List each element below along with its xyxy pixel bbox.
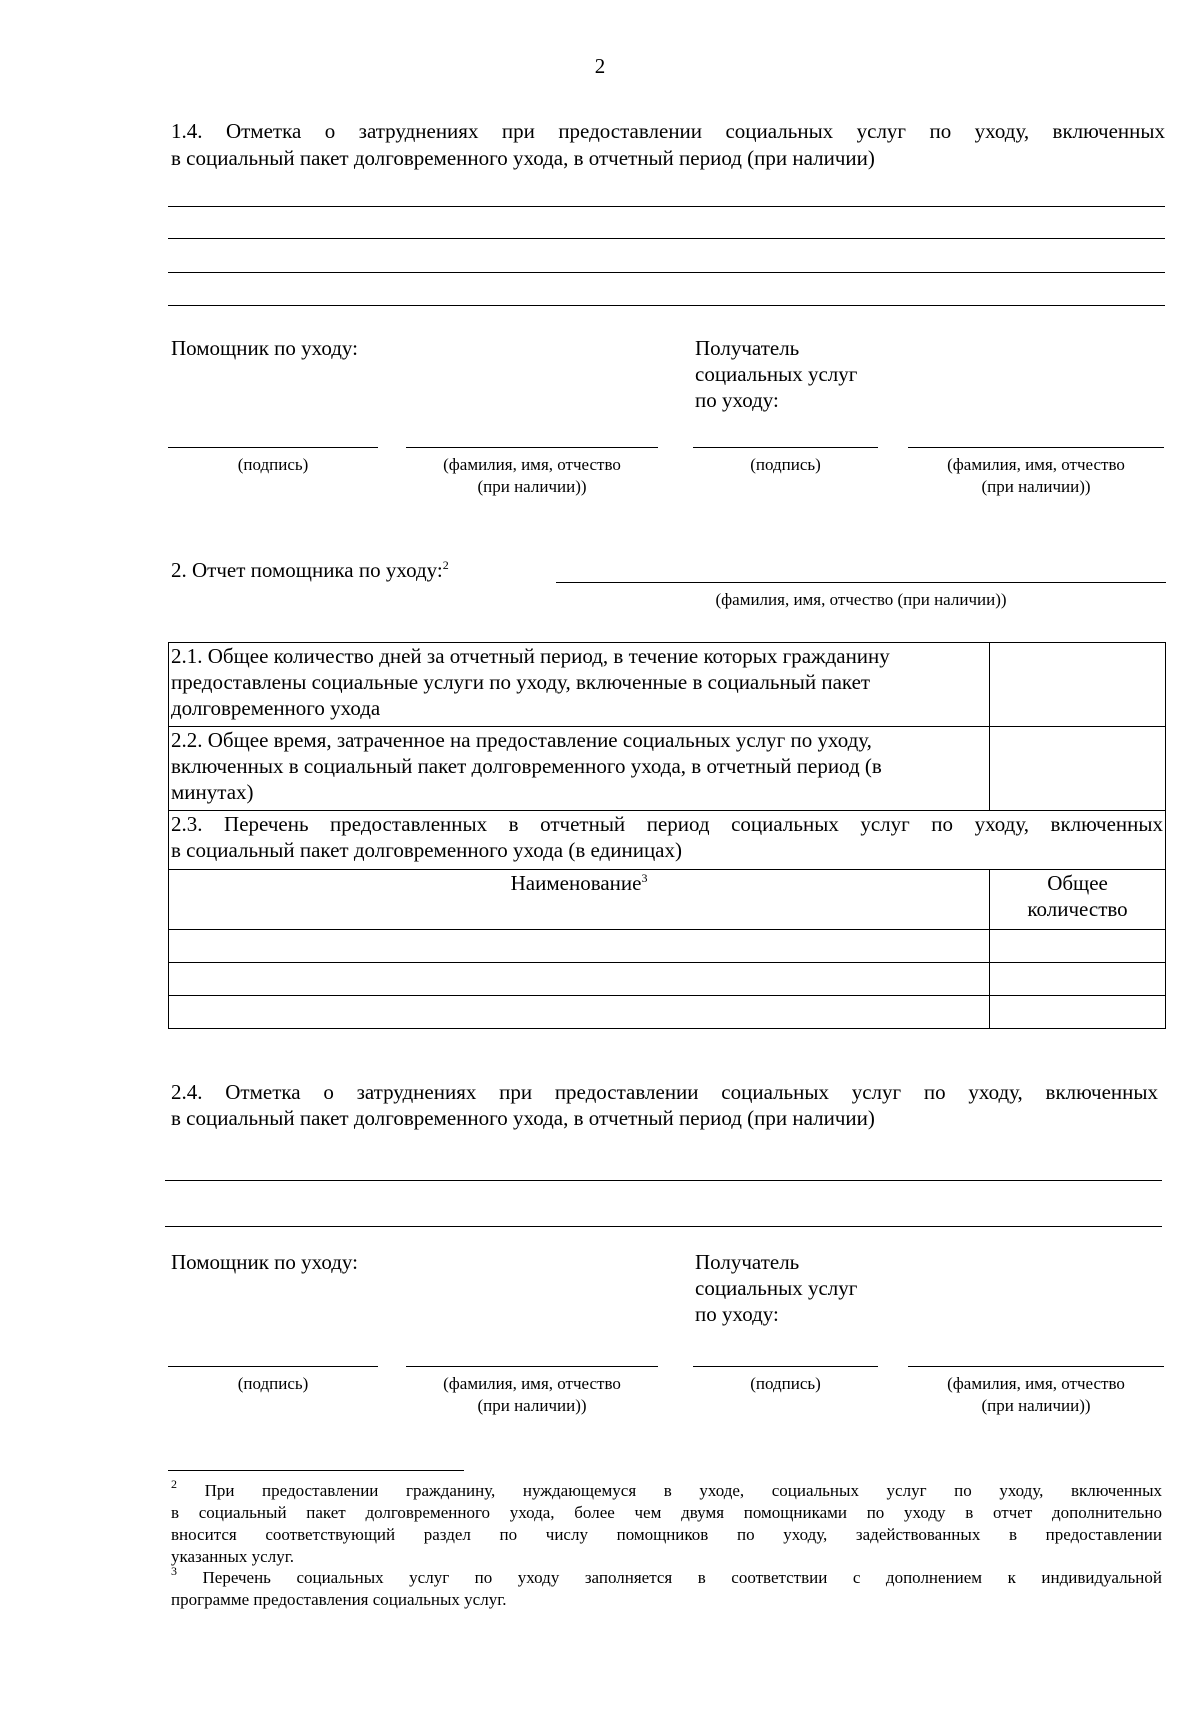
row-2-1-line3: долговременного ухода bbox=[171, 696, 381, 720]
footnote-2-line2: в социальный пакет долговременного ухода, более чем двумя помощниками по уходу в отчет дополнительно bbox=[171, 1503, 1162, 1522]
col-header-name bbox=[169, 870, 990, 930]
assistant-label: Помощник по уходу: bbox=[171, 336, 358, 360]
footnote-2-line4: указанных услуг. bbox=[171, 1547, 295, 1566]
row-2-2-line2: включенных в социальный пакет долговременного ухода, в отчетный период (в bbox=[171, 754, 882, 778]
fio-line bbox=[556, 582, 1166, 583]
service-qty-cell[interactable] bbox=[990, 963, 1166, 996]
service-name-cell[interactable] bbox=[169, 996, 990, 1029]
report-table bbox=[168, 642, 1166, 1029]
col-qty-line2: количество bbox=[1027, 897, 1128, 921]
row-2-2-line3: минутах) bbox=[171, 780, 254, 804]
fio-line bbox=[406, 447, 658, 448]
row-2-3-line2: в социальный пакет долговременного ухода (в единицах) bbox=[171, 838, 682, 862]
section-2-4-line2: в социальный пакет долговременного ухода, в отчетный период (при наличии) bbox=[171, 1106, 875, 1130]
footnote-3-mark: 3 bbox=[171, 1564, 177, 1578]
fill-line bbox=[168, 206, 1165, 207]
row-2-2-text bbox=[169, 727, 990, 811]
footnote-ref-2: 2 bbox=[442, 558, 449, 572]
table-row bbox=[169, 643, 1166, 727]
recipient-label-line1: Получатель bbox=[695, 1250, 800, 1274]
row-2-1-line1: 2.1. Общее количество дней за отчетный период, в течение которых гражданину bbox=[171, 644, 890, 668]
caption-signature: (подпись) bbox=[237, 455, 309, 474]
footnote-ref-3: 3 bbox=[641, 871, 648, 885]
table-row bbox=[169, 996, 1166, 1029]
caption-fio-line1: (фамилия, имя, отчество bbox=[947, 1374, 1125, 1393]
signature-line bbox=[168, 447, 378, 448]
service-qty-cell[interactable] bbox=[990, 996, 1166, 1029]
caption-fio-line1: (фамилия, имя, отчество bbox=[947, 455, 1125, 474]
section-2-title bbox=[171, 557, 449, 583]
col-qty-line1: Общее bbox=[1047, 871, 1108, 895]
fio-line bbox=[908, 447, 1164, 448]
row-2-2-line1: 2.2. Общее время, затраченное на предоставление социальных услуг по уходу, bbox=[171, 728, 872, 752]
fill-line bbox=[168, 305, 1165, 306]
fill-line bbox=[165, 1226, 1162, 1227]
caption-fio-line2: (при наличии)) bbox=[477, 1396, 587, 1415]
footnote-2-line1 bbox=[171, 1477, 1162, 1502]
recipient-label-line2: социальных услуг bbox=[695, 362, 858, 386]
fill-line bbox=[168, 272, 1165, 273]
recipient-label-line3: по уходу: bbox=[695, 388, 779, 412]
footnote-3-line1 bbox=[171, 1564, 1162, 1589]
caption-fio-line2: (при наличии)) bbox=[981, 1396, 1091, 1415]
caption-signature: (подпись) bbox=[750, 455, 821, 474]
signature-line bbox=[168, 1366, 378, 1367]
row-2-1-line2: предоставлены социальные услуги по уходу, включенные в социальный пакет bbox=[171, 670, 871, 694]
recipient-label-line1: Получатель bbox=[695, 336, 800, 360]
section-2-fio-caption: (фамилия, имя, отчество (при наличии)) bbox=[715, 590, 1007, 609]
signature-line bbox=[693, 447, 878, 448]
section-2-4-line1: 2.4. Отметка о затруднениях при предоставлении социальных услуг по уходу, включенных bbox=[171, 1080, 1158, 1104]
section-1-4-line2: в социальный пакет долговременного ухода, в отчетный период (при наличии) bbox=[171, 146, 875, 170]
row-2-3-line1: 2.3. Перечень предоставленных в отчетный период социальных услуг по уходу, включенных bbox=[171, 812, 1163, 836]
fill-line bbox=[165, 1180, 1162, 1181]
fio-line bbox=[908, 1366, 1164, 1367]
footnote-3-line1-text: Перечень социальных услуг по уходу заполняется в соответствии с дополнением к индивидуальной bbox=[202, 1568, 1162, 1587]
caption-signature: (подпись) bbox=[750, 1374, 821, 1393]
col-header-qty bbox=[990, 870, 1166, 930]
page-number: 2 bbox=[594, 54, 606, 78]
table-row bbox=[169, 963, 1166, 996]
footnote-2-line1-text: При предоставлении гражданину, нуждающемуся в уходе, социальных услуг по уходу, включенных bbox=[204, 1481, 1162, 1500]
signature-line bbox=[693, 1366, 878, 1367]
footnote-2-line3: вносится соответствующий раздел по числу помощников по уходу, задействованных в предоставлении bbox=[171, 1525, 1162, 1544]
col-name-text: Наименование bbox=[510, 871, 642, 895]
footnote-2-mark: 2 bbox=[171, 1477, 177, 1491]
service-qty-cell[interactable] bbox=[990, 930, 1166, 963]
caption-fio-line2: (при наличии)) bbox=[981, 477, 1091, 496]
row-2-1-value[interactable] bbox=[990, 643, 1166, 727]
assistant-label: Помощник по уходу: bbox=[171, 1250, 358, 1274]
caption-fio-line1: (фамилия, имя, отчество bbox=[443, 1374, 621, 1393]
section-1-4-line1: 1.4. Отметка о затруднениях при предоставлении социальных услуг по уходу, включенных bbox=[171, 119, 1165, 143]
row-2-1-text bbox=[169, 643, 990, 727]
table-row bbox=[169, 930, 1166, 963]
recipient-label-line3: по уходу: bbox=[695, 1302, 779, 1326]
section-2-title-text: 2. Отчет помощника по уходу: bbox=[171, 558, 443, 582]
caption-fio-line2: (при наличии)) bbox=[477, 477, 587, 496]
table-row bbox=[169, 811, 1166, 870]
footnote-separator bbox=[168, 1470, 464, 1471]
recipient-label-line2: социальных услуг bbox=[695, 1276, 858, 1300]
service-name-cell[interactable] bbox=[169, 930, 990, 963]
table-header-row bbox=[169, 870, 1166, 930]
fill-line bbox=[168, 238, 1165, 239]
row-2-3-text bbox=[169, 811, 1166, 870]
footnote-3-line2: программе предоставления социальных услуг. bbox=[171, 1590, 507, 1609]
row-2-2-value[interactable] bbox=[990, 727, 1166, 811]
caption-fio-line1: (фамилия, имя, отчество bbox=[443, 455, 621, 474]
service-name-cell[interactable] bbox=[169, 963, 990, 996]
table-row bbox=[169, 727, 1166, 811]
fio-line bbox=[406, 1366, 658, 1367]
caption-signature: (подпись) bbox=[237, 1374, 309, 1393]
